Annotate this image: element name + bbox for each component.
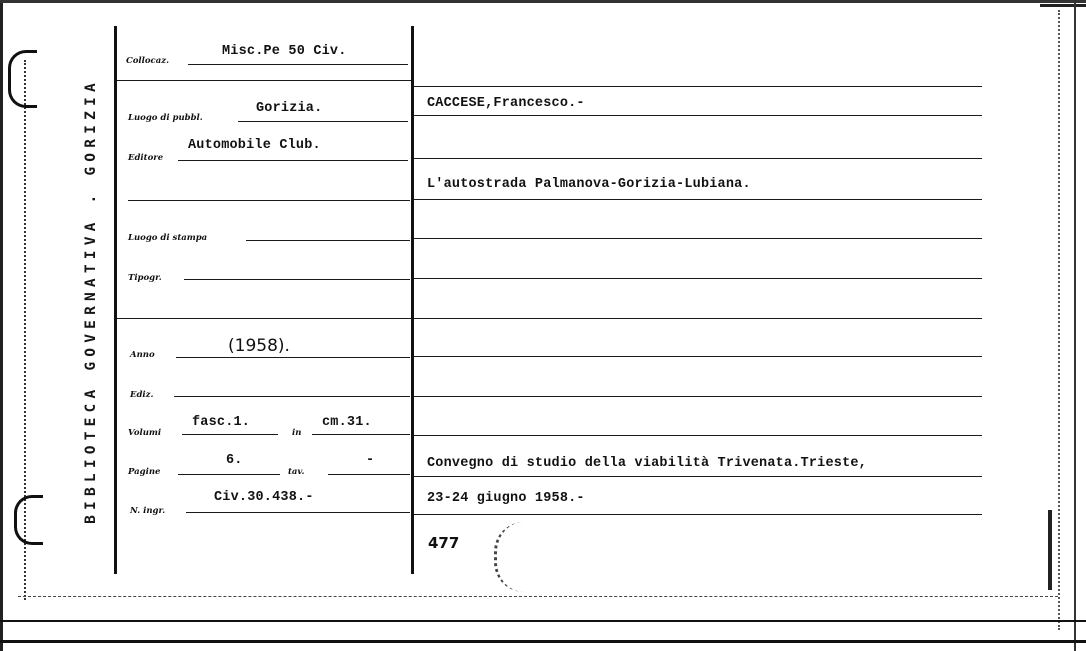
rule-editore-2 bbox=[128, 200, 410, 201]
rule-editore bbox=[178, 160, 408, 161]
value-editore: Automobile Club. bbox=[188, 138, 321, 153]
center-divider-line bbox=[411, 26, 414, 574]
scan-edge-top bbox=[0, 0, 1086, 3]
value-luogo-pubbl: Gorizia. bbox=[256, 101, 323, 116]
rule-right-8 bbox=[414, 396, 982, 397]
rule-tipogr bbox=[184, 279, 410, 280]
punch-mark-bottom bbox=[14, 495, 43, 545]
note-line-1: Convegno di studio della viabilità Trivenata.Trieste, bbox=[427, 456, 867, 471]
value-anno: (1958). bbox=[228, 336, 290, 356]
label-tipogr: Tipogr. bbox=[128, 273, 162, 283]
value-volumi: fasc.1. bbox=[192, 415, 251, 430]
rule-author bbox=[414, 115, 982, 116]
rule-title bbox=[414, 199, 982, 200]
rule-right-6 bbox=[414, 318, 982, 319]
value-n-ingr: Civ.30.438.- bbox=[214, 490, 314, 505]
rule-ediz bbox=[174, 396, 410, 397]
scan-edge-left bbox=[0, 0, 3, 651]
rule-mid-section bbox=[117, 318, 411, 319]
rule-collocazione bbox=[188, 64, 408, 65]
label-luogo-stampa: Luogo di stampa bbox=[128, 233, 208, 243]
scan-dots-right bbox=[1058, 10, 1060, 630]
rule-formato bbox=[312, 434, 410, 435]
value-tav: - bbox=[366, 453, 375, 468]
rule-right-top bbox=[414, 86, 982, 87]
label-luogo-pubbl: Luogo di pubbl. bbox=[128, 113, 203, 123]
rule-n-ingr bbox=[186, 512, 410, 513]
note-line-2: 23-24 giugno 1958.- bbox=[427, 491, 585, 506]
title: L'autostrada Palmanova-Gorizia-Lubiana. bbox=[427, 177, 751, 192]
rule-luogo-stampa bbox=[246, 240, 410, 241]
library-name: BIBLIOTECA GOVERNATIVA . GORIZIA bbox=[83, 78, 99, 524]
label-ediz: Ediz. bbox=[130, 390, 154, 400]
scan-edge-bottom-1 bbox=[18, 596, 1058, 597]
label-pagine: Pagine bbox=[128, 467, 161, 477]
label-collocazione: Collocaz. bbox=[126, 56, 170, 66]
label-n-ingr: N. ingr. bbox=[130, 506, 166, 516]
value-formato: cm.31. bbox=[322, 415, 372, 430]
ink-mark-right bbox=[1048, 510, 1052, 590]
value-pagine: 6. bbox=[226, 453, 243, 468]
left-border-line bbox=[114, 26, 117, 574]
rule-anno bbox=[176, 357, 410, 358]
rule-tav bbox=[328, 474, 410, 475]
rule-note-2 bbox=[414, 514, 982, 515]
ink-smudge bbox=[494, 522, 537, 592]
rule-right-5 bbox=[414, 278, 982, 279]
rule-note-1 bbox=[414, 476, 982, 477]
entry-number: 477 bbox=[428, 534, 460, 552]
scan-edge-bottom-3 bbox=[0, 640, 1086, 643]
label-in: in bbox=[292, 428, 302, 438]
label-volumi: Volumi bbox=[128, 428, 162, 438]
rule-right-9 bbox=[414, 435, 982, 436]
rule-luogo-pubbl bbox=[238, 121, 408, 122]
rule-volumi bbox=[182, 434, 278, 435]
scan-edge-top-right bbox=[1040, 4, 1086, 7]
scan-edge-right bbox=[1074, 0, 1076, 651]
rule-right-7 bbox=[414, 356, 982, 357]
label-editore: Editore bbox=[128, 153, 164, 163]
value-collocazione: Misc.Pe 50 Civ. bbox=[222, 44, 347, 59]
rule-right-2 bbox=[414, 158, 982, 159]
label-anno: Anno bbox=[130, 350, 155, 360]
scan-edge-bottom-2 bbox=[0, 620, 1086, 622]
label-tav: tav. bbox=[288, 467, 305, 477]
rule-top-section bbox=[117, 80, 411, 81]
punch-mark-top bbox=[8, 50, 37, 108]
rule-right-4 bbox=[414, 238, 982, 239]
rule-pagine bbox=[178, 474, 280, 475]
author: CACCESE,Francesco.- bbox=[427, 96, 585, 111]
